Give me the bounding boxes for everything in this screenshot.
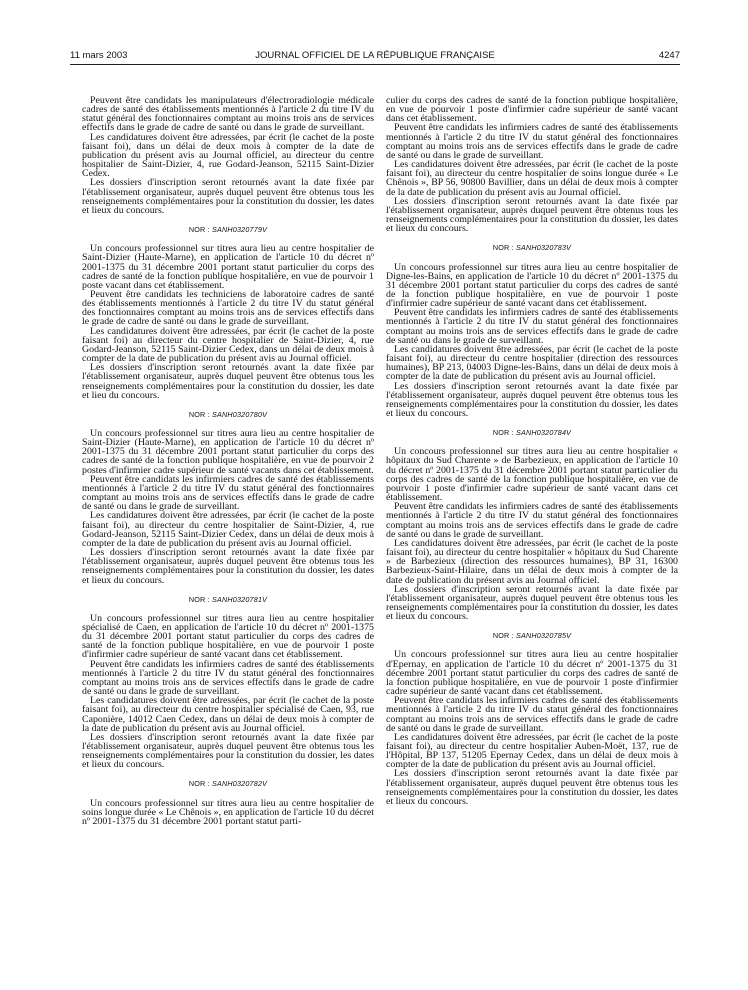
nor-code: SANH0320784V: [516, 428, 572, 438]
right-column: [386, 96, 678, 806]
paragraph: Les dossiers d'inscription seront retournés avant la date fixée par l'établissement organisateur, auprès duquel peuvent être obtenus tous les renseignements complémentaires pour la constitution du dossier, les dates et lieux du concours.: [386, 583, 678, 623]
nor-code: SANH0320781V: [212, 594, 268, 604]
nor-reference: [82, 225, 374, 234]
page-header: [70, 50, 680, 64]
paragraph: Peuvent être candidats les manipulateurs d'électroradiologie médicale cadres de santé des établissements mentionnés à l'article 2 du titre IV du statut général des fonctionnaires comptant au moins trois ans de services effectifs dans le grade de cadre de santé ou dans le grade de surveillant.: [82, 95, 374, 134]
paragraph: Un concours professionnel sur titres aura lieu au centre hospitalier de Digne-les-Bains, en application de l'article 10 du décret nº 2001-1375 du 31 décembre 2001 portant statut particulier du corps des cadres de santé de la fonction publique hospitalière, en vue de pourvoir 1 poste d'infirmier cadre supérieur de santé vacant dans cet établissement.: [386, 261, 678, 310]
paragraph: Peuvent être candidats les infirmiers cadres de santé des établissements mentionnés à l'article 2 du titre IV du statut général des fonctionnaires comptant au moins trois ans de services effectifs dans le grade de cadre de santé ou dans le grade de surveillant.: [82, 473, 374, 513]
header-rule: [70, 64, 680, 65]
paragraph: Un concours professionnel sur titres aura lieu au centre hospitalier de Saint-Dizier (Haute-Marne), en application de l'article 10 du décret nº 2001-1375 du 31 décembre 2001 portant statut particulier du corps des cadres de santé de la fonction publique hospitalière, en vue de pourvoir 2 postes d'infirmier cadre supérieur de santé vacants dans cet établissement.: [82, 428, 374, 476]
header-page-number: 4247: [658, 50, 680, 61]
nor-code: SANH0320780V: [212, 409, 268, 419]
paragraph: Les candidatures doivent être adressées, par écrit (le cachet de la poste faisant foi), au directeur du centre hospitalier « hôpitaux du Sud Charente » de Barbezieux (direction des ressources humaines), BP 31, 16300 Barbezieux-Saint-Hilaire, dans un délai de deux mois à compter de la date de publication du présent avis au Journal officiel.: [386, 537, 678, 586]
paragraph: Les candidatures doivent être adressées, par écrit (le cachet de la poste faisant foi), au directeur du centre hospitalier (direction des ressources humaines), BP 213, 04003 Digne-les-Bains, dans un délai de deux mois à compter de la date de publication du présent avis au Journal officiel.: [386, 343, 678, 383]
nor-label: NOR :: [188, 779, 210, 789]
header-journal-title: JOURNAL OFFICIEL DE LA RÉPUBLIQUE FRANÇAISE: [255, 50, 495, 61]
nor-code: SANH0320782V: [212, 779, 268, 789]
nor-reference: [386, 243, 678, 252]
paragraph: Les candidatures doivent être adressées, par écrit (le cachet de la poste faisant foi) au directeur du centre hospitalier de Saint-Dizier, 4, rue Godard-Jeanson, 52115 Saint-Dizier Cedex, dans un délai de deux mois à compter de la date de publication du présent avis au Journal officiel.: [82, 325, 374, 365]
paragraph: Peuvent être candidats les techniciens de laboratoire cadres de santé des établissements mentionnés à l'article 2 du titre IV du statut général des fonctionnaires comptant au moins trois ans de services effectifs dans le grade de cadre de santé ou dans le grade de surveillant.: [82, 288, 374, 328]
paragraph: Peuvent être candidats les infirmiers cadres de santé des établissements mentionnés à l'article 2 du titre IV du statut général des fonctionnaires comptant au moins trois ans de services effectifs dans le grade de cadre de santé ou dans le grade de surveillant.: [386, 501, 678, 540]
nor-reference: [386, 428, 678, 437]
paragraph: Les candidatures doivent être adressées, par écrit (le cachet de la poste faisant foi), dans un délai de deux mois à compter de la date de publication du présent avis au Journal officiel, au directeur du centre hospitalier de Saint-Dizier, 4, rue Godard-Jeanson, 52115 Saint-Dizier Cedex.: [82, 131, 374, 180]
paragraph: Peuvent être candidats les infirmiers cadres de santé des établissements mentionnés à l'article 2 du titre IV du statut général des fonctionnaires comptant au moins trois ans de services effectifs dans le grade de cadre de santé ou dans le grade de surveillant.: [386, 122, 678, 161]
paragraph: Les dossiers d'inscription seront retournés avant la date fixée par l'établissement organisateur, auprès duquel peuvent être obtenus tous les renseignements complémentaires pour la constitution du dossier, les dates et lieux du concours.: [386, 768, 678, 807]
paragraph-continuation: culier du corps des cadres de santé de la fonction publique hospitalière, en vue de pourvoir 1 poste d'infirmier cadre supérieur de santé vacant dans cet établissement.: [386, 95, 678, 125]
paragraph: Un concours professionnel sur titres aura lieu au centre hospitalier d'Epernay, en application de l'article 10 du décret nº 2001-1375 du 31 décembre 2001 portant statut particulier du corps des cadres de santé de la fonction publique hospitalière, en vue de pourvoir 1 poste d'infirmier cadre supérieur de santé vacant dans cet établissement.: [386, 649, 678, 698]
nor-reference: [82, 595, 374, 604]
paragraph: Les candidatures doivent être adressées, par écrit (le cachet de la poste faisant foi), au directeur du centre hospitalier spécialisé de Caen, 93, rue Caponière, 14012 Caen Cedex, dans un délai de deux mois à compter de la date de publication du présent avis au Journal officiel.: [82, 695, 374, 734]
left-column: [82, 96, 374, 826]
nor-code: SANH0320779V: [212, 225, 268, 235]
paragraph: Peuvent être candidats les infirmiers cadres de santé des établissements mentionnés à l'article 2 du titre IV du statut général des fonctionnaires comptant au moins trois ans de services effectifs dans le grade de cadre de santé ou dans le grade de surveillant.: [386, 695, 678, 734]
nor-label: NOR :: [188, 409, 210, 419]
paragraph: Les candidatures doivent être adressées, par écrit (le cachet de la poste faisant foi), au directeur du centre hospitalier de Saint-Dizier, 4, rue Godard-Jeanson, 52115 Saint-Dizier Cedex, dans un délai de deux mois à compter de la date de publication du présent avis au Journal officiel.: [82, 510, 374, 549]
paragraph: Les dossiers d'inscription seront retournés avant la date fixée par l'établissement organisateur, auprès duquel peuvent être obtenus tous les renseignements complémentaires pour la constitution du dossier, les dates et lieux du concours.: [82, 177, 374, 216]
nor-label: NOR :: [492, 428, 514, 438]
nor-reference: [82, 779, 374, 788]
paragraph: Les dossiers d'inscription seront retournés avant la date fixée par l'établissement organisateur, auprès duquel peuvent être obtenus tous les renseignements complémentaires pour la constitution du dossier, les date et lieu du concours.: [82, 362, 374, 401]
paragraph: Les dossiers d'inscription seront retournés avant la date fixée par l'établissement organisateur, auprès duquel peuvent être obtenus tous les renseignements complémentaires pour la constitution du dossier, les dates et lieux du concours.: [82, 547, 374, 586]
header-date: 11 mars 2003: [70, 50, 128, 61]
nor-label: NOR :: [492, 243, 514, 253]
paragraph: Un concours professionnel sur titres aura lieu au centre hospitalier de Saint-Dizier (Haute-Marne), en application de l'article 10 du décret nº 2001-1375 du 31 décembre 2001 portant statut particulier du corps des cadres de santé de la fonction publique hospitalière, en vue de pourvoir 1 poste vacant dans cet établissement.: [82, 243, 374, 291]
nor-reference: [82, 410, 374, 419]
nor-code: SANH0320783V: [516, 243, 572, 253]
nor-label: NOR :: [492, 631, 514, 641]
paragraph: Un concours professionnel sur titres aura lieu au centre hospitalier spécialisé de Caen, en application de l'article 10 du décret nº 2001-1375 du 31 décembre 2001 portant statut particulier du corps des cadres de santé de la fonction publique hospitalière, en vue de pourvoir 1 poste d'infirmier cadre supérieur de santé vacant dans cet établissement.: [82, 612, 374, 661]
nor-label: NOR :: [188, 225, 210, 235]
paragraph: Les candidatures doivent être adressées, par écrit (le cachet de la poste faisant foi), au directeur du centre hospitalier Auben-Moët, 137, rue de l'Hôpital, BP 137, 51205 Epernay Cedex, dans un délai de deux mois à compter de la date de publication du présent avis au Journal officiel.: [386, 731, 678, 771]
paragraph: Les dossiers d'inscription seront retournés avant la date fixée par l'établissement organisateur, auprès duquel peuvent être obtenus tous les renseignements complémentaires pour la constitution du dossier, les dates et lieux du concours.: [386, 195, 678, 235]
paragraph: Les candidatures doivent être adressées, par écrit (le cachet de la poste faisant foi), au directeur du centre hospitalier de soins longue durée « Le Chênois », BP 56, 90800 Bavillier, dans un délai de deux mois à compter de la date de publication du présent avis au Journal officiel.: [386, 159, 678, 198]
nor-code: SANH0320785V: [516, 631, 572, 641]
paragraph: Les dossiers d'inscription seront retournés avant la date fixée par l'établissement organisateur, auprès duquel peuvent être obtenus tous les renseignements complémentaires pour la constitution du dossier, les dates et lieux du concours.: [386, 380, 678, 419]
paragraph: Un concours professionnel sur titres aura lieu au centre hospitalier « hôpitaux du Sud Charente » de Barbezieux, en application de l'article 10 du décret nº 2001-1375 du 31 décembre 2001 portant statut particulier du corps des cadres de santé de la fonction publique hospitalière, en vue de pourvoir 1 poste d'infirmier cadre supérieur de santé vacant dans cet établissement.: [386, 446, 678, 504]
nor-reference: [386, 631, 678, 640]
paragraph: Peuvent être candidats les infirmiers cadres de santé des établissements mentionnés à l'article 2 du titre IV du statut général des fonctionnaires comptant au moins trois ans de services effectifs dans le grade de cadre de santé ou dans le grade de surveillant.: [386, 307, 678, 346]
nor-label: NOR :: [188, 594, 210, 604]
paragraph: Les dossiers d'inscription seront retournés avant la date fixée par l'établissement organisateur, auprès duquel peuvent être obtenus tous les renseignements complémentaires pour la constitution du dossier, les dates et lieux du concours.: [82, 731, 374, 771]
paragraph: Un concours professionnel sur titres aura lieu au centre hospitalier de soins longue durée « Le Chênois », en application de l'article 10 du décret nº 2001-1375 du 31 décembre 2001 portant statut parti-: [82, 797, 374, 827]
paragraph: Peuvent être candidats les infirmiers cadres de santé des établissements mentionnés à l'article 2 du titre IV du statut général des fonctionnaires comptant au moins trois ans de services effectifs dans le grade de cadre de santé ou dans le grade de surveillant.: [82, 658, 374, 698]
